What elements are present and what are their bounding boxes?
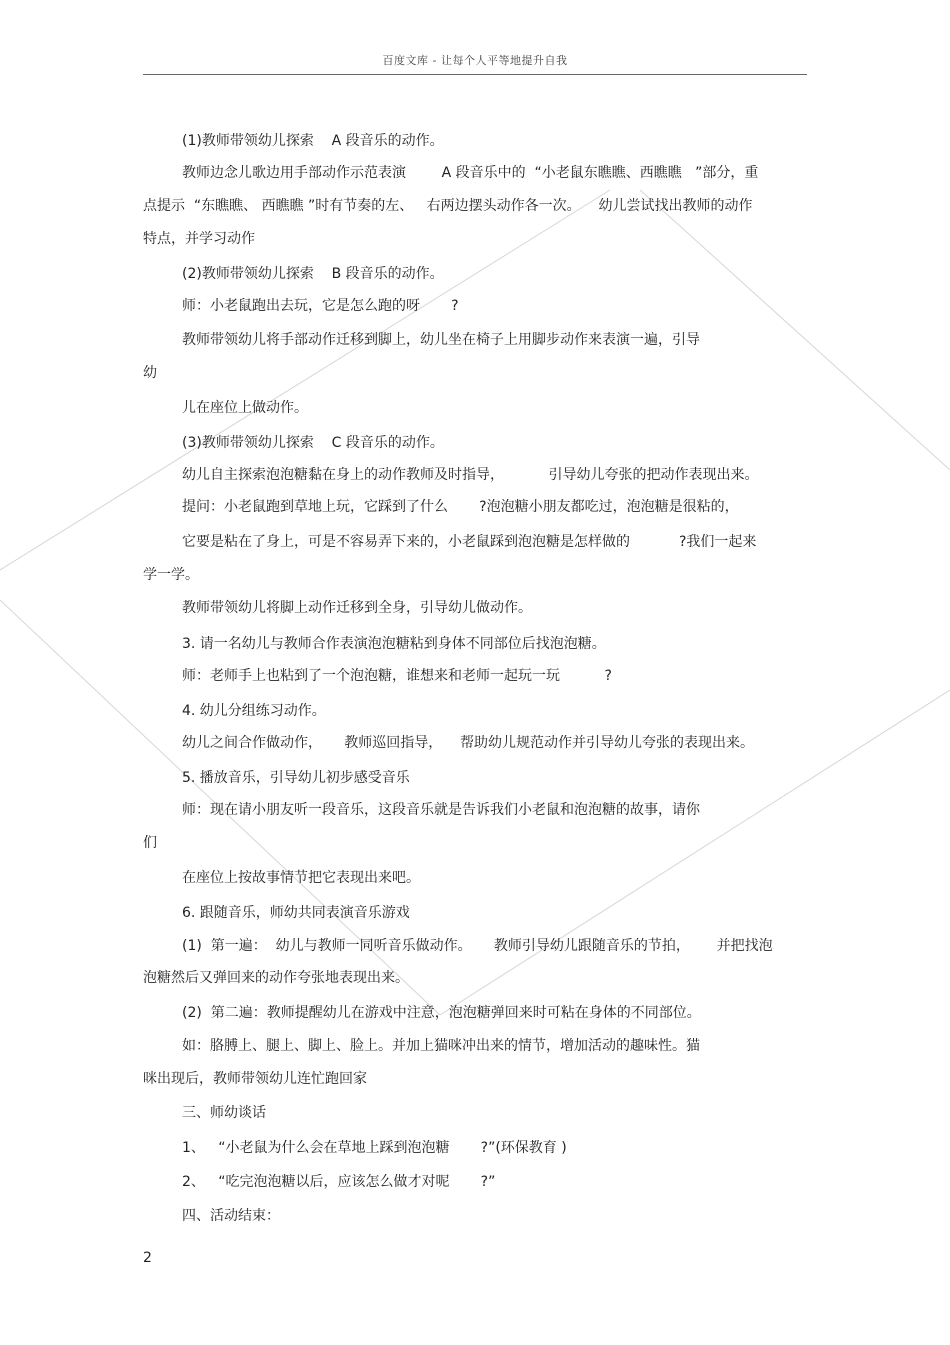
paragraph-line: 们 <box>143 835 157 851</box>
paragraph-line: 师：小老鼠跑出去玩，它是怎么跑的呀 ? <box>182 298 459 314</box>
paragraph-line: 1、 “小老鼠为什么会在草地上踩到泡泡糖 ?”(环保教育 ) <box>182 1140 567 1156</box>
paragraph-line: 儿在座位上做动作。 <box>182 400 308 416</box>
paragraph-line: 3. 请一名幼儿与教师合作表演泡泡糖粘到身体不同部位后找泡泡糖。 <box>182 636 606 652</box>
paragraph-line: 5. 播放音乐，引导幼儿初步感受音乐 <box>182 770 410 786</box>
section-heading: 四、活动结束： <box>182 1208 280 1224</box>
paragraph-line: 提问：小老鼠跑到草地上玩，它踩到了什么 ?泡泡糖小朋友都吃过，泡泡糖是很粘的， <box>182 499 739 515</box>
paragraph-line: 6. 跟随音乐，师幼共同表演音乐游戏 <box>182 905 410 921</box>
paragraph-line: 幼 <box>143 365 157 381</box>
paragraph-line: 4. 幼儿分组练习动作。 <box>182 703 326 719</box>
paragraph-line: (2)教师带领幼儿探索 B 段音乐的动作。 <box>182 266 444 282</box>
paragraph-line: 教师带领幼儿将脚上动作迁移到全身，引导幼儿做动作。 <box>182 600 532 616</box>
paragraph-line: 咪出现后，教师带领幼儿连忙跑回家 <box>143 1071 367 1087</box>
paragraph-line: 教师带领幼儿将手部动作迁移到脚上，幼儿坐在椅子上用脚步动作来表演一遍，引导 <box>182 332 700 348</box>
paragraph-line: (3)教师带领幼儿探索 C 段音乐的动作。 <box>182 435 444 451</box>
header-divider <box>143 74 807 75</box>
page-number: 2 <box>143 1250 152 1266</box>
paragraph-line: 它要是粘在了身上，可是不容易弄下来的，小老鼠踩到泡泡糖是怎样做的 ?我们一起来 <box>182 534 757 550</box>
paragraph-line: 点提示 “东瞧瞧、 西瞧瞧 ”时有节奏的左、 右两边摆头动作各一次。 幼儿尝试找出教师的动作 <box>143 198 753 214</box>
paragraph-line: 如：胳膊上、腿上、脚上、脸上。并加上猫咪冲出来的情节，增加活动的趣味性。猫 <box>182 1038 700 1054</box>
section-heading: 三、师幼谈话 <box>182 1105 266 1121</box>
paragraph-line: 师：现在请小朋友听一段音乐，这段音乐就是告诉我们小老鼠和泡泡糖的故事，请你 <box>182 802 700 818</box>
paragraph-line: (1) 第一遍： 幼儿与教师一同听音乐做动作。 教师引导幼儿跟随音乐的节拍， 并把找泡 <box>182 938 773 954</box>
paragraph-line: (1)教师带领幼儿探索 A 段音乐的动作。 <box>182 133 444 149</box>
paragraph-line: 2、 “吃完泡泡糖以后，应该怎么做才对呢 ?” <box>182 1174 496 1190</box>
paragraph-line: (2) 第二遍：教师提醒幼儿在游戏中注意，泡泡糖弹回来时可粘在身体的不同部位。 <box>182 1005 701 1021</box>
paragraph-line: 泡糖然后又弹回来的动作夸张地表现出来。 <box>143 970 409 986</box>
paragraph-line: 特点，并学习动作 <box>143 231 255 247</box>
page-header: 百度文库 - 让每个人平等地提升自我 <box>382 54 568 67</box>
paragraph-line: 学一学。 <box>143 567 199 583</box>
paragraph-line: 在座位上按故事情节把它表现出来吧。 <box>182 870 420 886</box>
paragraph-line: 幼儿之间合作做动作， 教师巡回指导， 帮助幼儿规范动作并引导幼儿夸张的表现出来。 <box>182 735 755 751</box>
paragraph-line: 幼儿自主探索泡泡糖黏在身上的动作教师及时指导， 引导幼儿夸张的把动作表现出来。 <box>182 467 759 483</box>
paragraph-line: 师：老师手上也粘到了一个泡泡糖，谁想来和老师一起玩一玩 ? <box>182 668 612 684</box>
paragraph-line: 教师边念儿歌边用手部动作示范表演 A 段音乐中的 “小老鼠东瞧瞧、西瞧瞧 ”部分，重 <box>182 165 759 181</box>
